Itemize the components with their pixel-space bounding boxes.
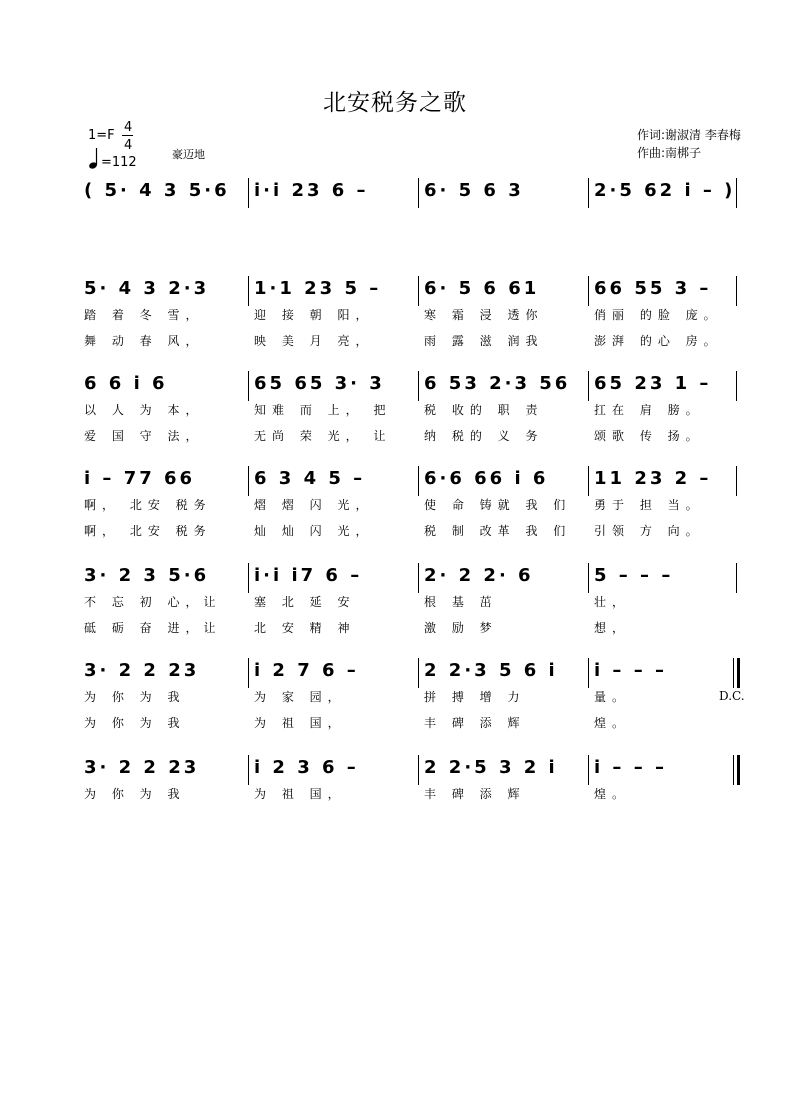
bar-line <box>418 563 419 593</box>
measure: 6 6 i 6 <box>84 373 168 394</box>
bar-line <box>736 178 737 208</box>
lyric-verse-1: 不 忘 初 心，让 <box>84 595 222 609</box>
lyric-verse-2: 颂歌 传 扬。 <box>594 429 704 443</box>
score-row <box>0 658 790 730</box>
lyric-verse-2: 无尚 荣 光， 让 <box>254 429 392 443</box>
score-row <box>0 563 790 635</box>
measure: 6· 5 6 3 <box>424 180 524 201</box>
bar-line <box>248 755 249 785</box>
lyric-verse-1: 使 命 铸就 我 们 <box>424 498 572 512</box>
bar-line <box>418 658 419 688</box>
lyric-verse-1: 啊， 北安 税务 <box>84 498 212 512</box>
score-row <box>0 466 790 538</box>
bar-line <box>588 178 589 208</box>
lyric-verse-1: 知难 而 上， 把 <box>254 403 392 417</box>
measure: 3· 2 2 23 <box>84 757 200 778</box>
lyric-verse-1: 塞 北 延 安 <box>254 595 356 609</box>
score-row <box>0 755 790 815</box>
measure: 6 53 2·3 56 <box>424 373 571 394</box>
lyric-verse-1: 扛在 肩 膀。 <box>594 403 704 417</box>
lyric-verse-2: 北 安 精 神 <box>254 621 356 635</box>
bar-line <box>588 563 589 593</box>
lyric-verse-2: 为 你 为 我 <box>84 716 186 730</box>
key-signature: 1=F <box>88 128 115 143</box>
measure: 65 23 1 – <box>594 373 712 394</box>
lyric-verse-2: 砥 砺 奋 进，让 <box>84 621 222 635</box>
lyric-verse-2: 雨 露 滋 润我 <box>424 334 544 348</box>
score-row <box>0 371 790 443</box>
bar-line <box>248 658 249 688</box>
bar-line <box>588 466 589 496</box>
lyric-verse-2: 舞 动 春 风， <box>84 334 204 348</box>
score-row <box>0 276 790 348</box>
lyric-verse-1: 拼 搏 增 力 <box>424 690 526 704</box>
measure: i·i 23 6 – <box>254 180 369 201</box>
bar-line <box>736 563 737 593</box>
measure: i – – – <box>594 660 667 681</box>
measure: i 2 3 6 – <box>254 757 359 778</box>
lyric-verse-1: 壮， <box>594 595 631 609</box>
final-bar-line <box>737 658 740 688</box>
lyric-verse-2: 灿 灿 闪 光， <box>254 524 374 538</box>
lyric-verse-1: 为 你 为 我 <box>84 787 186 801</box>
measure: 6 3 4 5 – <box>254 468 366 489</box>
time-signature-top: 4 <box>124 120 133 135</box>
lyricist-credit: 作词:谢淑清 李春梅 <box>637 128 741 142</box>
lyric-verse-1: 勇于 担 当。 <box>594 498 704 512</box>
bar-line <box>588 276 589 306</box>
measure: 1·1 23 5 – <box>254 278 382 299</box>
tempo-marking: =112 <box>101 155 137 170</box>
lyric-verse-1: 踏 着 冬 雪， <box>84 308 204 322</box>
lyric-verse-2: 想， <box>594 621 631 635</box>
lyric-verse-2: 引领 方 向。 <box>594 524 704 538</box>
measure: 2 2·5 3 2 i <box>424 757 558 778</box>
lyric-verse-2: 为 祖 国， <box>254 716 346 730</box>
lyric-verse-2: 爱 国 守 法， <box>84 429 204 443</box>
lyric-verse-2: 煌。 <box>594 716 631 730</box>
measure: i 2 7 6 – <box>254 660 359 681</box>
time-signature-bottom: 4 <box>124 138 133 153</box>
bar-line <box>588 371 589 401</box>
lyric-verse-1: 为 你 为 我 <box>84 690 186 704</box>
bar-line <box>418 466 419 496</box>
final-bar-line <box>737 755 740 785</box>
bar-line <box>248 276 249 306</box>
score-row <box>0 178 790 238</box>
measure: 66 55 3 – <box>594 278 712 299</box>
bar-line <box>588 755 589 785</box>
composer-credit: 作曲:南梆子 <box>637 146 702 160</box>
measure: 6·6 66 i 6 <box>424 468 549 489</box>
lyric-verse-1: 为 祖 国， <box>254 787 346 801</box>
lyric-verse-1: 以 人 为 本， <box>84 403 204 417</box>
measure: i – – – <box>594 757 667 778</box>
measure: ( 5· 4 3 5·6 <box>84 180 230 201</box>
da-capo-marking: D.C. <box>719 689 745 703</box>
measure: 2· 2 2· 6 <box>424 565 534 586</box>
bar-line <box>736 276 737 306</box>
bar-line <box>418 755 419 785</box>
measure: 65 65 3· 3 <box>254 373 385 394</box>
bar-line <box>736 371 737 401</box>
lyric-verse-2: 税 制 改革 我 们 <box>424 524 572 538</box>
lyric-verse-1: 丰 碑 添 辉 <box>424 787 526 801</box>
lyric-verse-1: 量。 <box>594 690 631 704</box>
expression-marking: 豪迈地 <box>172 148 205 161</box>
bar-line <box>248 563 249 593</box>
lyric-verse-1: 俏丽 的脸 庞。 <box>594 308 722 322</box>
lyric-verse-2: 啊， 北安 税务 <box>84 524 212 538</box>
measure: 2 2·3 5 6 i <box>424 660 558 681</box>
lyric-verse-2: 澎湃 的心 房。 <box>594 334 722 348</box>
measure: i·i i7 6 – <box>254 565 363 586</box>
measure: 11 23 2 – <box>594 468 712 489</box>
measure: 5· 4 3 2·3 <box>84 278 210 299</box>
bar-line <box>736 466 737 496</box>
lyric-verse-1: 煌。 <box>594 787 631 801</box>
measure: 3· 2 3 5·6 <box>84 565 210 586</box>
song-title: 北安税务之歌 <box>323 90 467 116</box>
quarter-note-icon <box>88 146 100 170</box>
measure: i – 77 66 <box>84 468 196 489</box>
lyric-verse-1: 为 家 园， <box>254 690 346 704</box>
lyric-verse-2: 纳 税的 义 务 <box>424 429 544 443</box>
lyric-verse-1: 熠 熠 闪 光， <box>254 498 374 512</box>
measure: 3· 2 2 23 <box>84 660 200 681</box>
lyric-verse-1: 税 收的 职 责 <box>424 403 544 417</box>
lyric-verse-2: 丰 碑 添 辉 <box>424 716 526 730</box>
lyric-verse-1: 寒 霜 浸 透你 <box>424 308 544 322</box>
bar-line <box>418 276 419 306</box>
lyric-verse-2: 激 励 梦 <box>424 621 498 635</box>
lyric-verse-1: 根 基 茁 <box>424 595 498 609</box>
lyric-verse-1: 迎 接 朝 阳， <box>254 308 374 322</box>
bar-line <box>248 466 249 496</box>
measure: 2·5 62 i – ) <box>594 180 736 201</box>
lyric-verse-2: 映 美 月 亮， <box>254 334 374 348</box>
measure: 5 – – – <box>594 565 674 586</box>
measure: 6· 5 6 61 <box>424 278 540 299</box>
bar-line <box>248 371 249 401</box>
bar-line <box>418 371 419 401</box>
bar-line <box>248 178 249 208</box>
time-signature-line <box>122 135 133 136</box>
bar-line <box>418 178 419 208</box>
bar-line <box>588 658 589 688</box>
